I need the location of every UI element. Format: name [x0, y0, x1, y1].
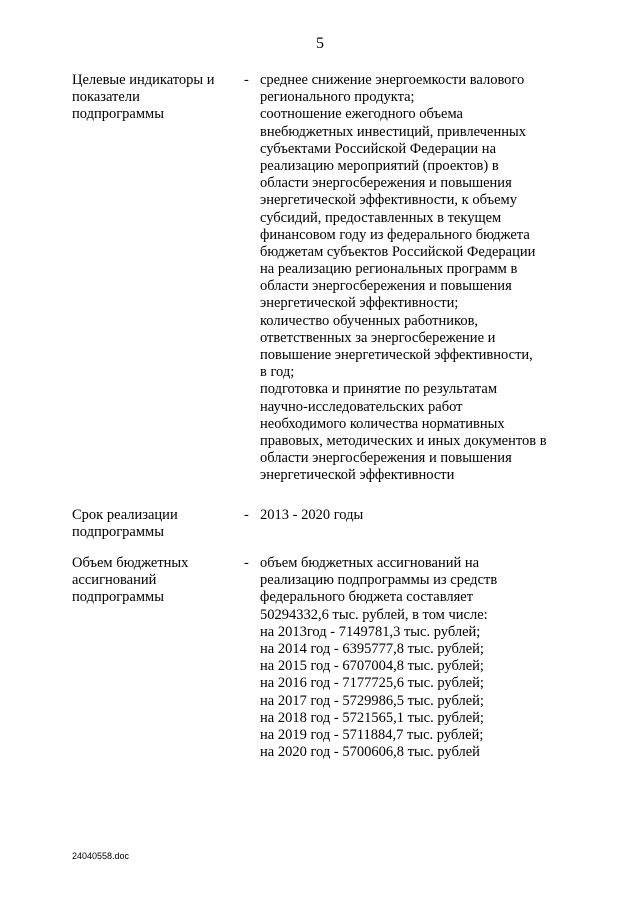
content-line: области энергосбережения и повышения — [260, 278, 512, 295]
content-line: финансовом году из федерального бюджета — [260, 226, 530, 243]
section-dash: - — [244, 555, 249, 571]
content-line: субъектами Российской Федерации на — [260, 140, 497, 157]
content-line: количество обученных работников, — [260, 312, 479, 329]
content-line: на 2016 год - 7177725,6 тыс. рублей; — [260, 675, 484, 692]
content-line: регионального продукта; — [260, 89, 415, 106]
section-content — [260, 507, 580, 524]
content-line: в год; — [260, 364, 295, 381]
content-line: соотношение ежегодного объема — [260, 106, 463, 123]
content-line: бюджетам субъектов Российской Федерации — [260, 243, 536, 260]
content-line: на 2015 год - 6707004,8 тыс. рублей; — [260, 658, 484, 675]
content-line: ответственных за энергосбережение и — [260, 329, 496, 346]
label-line: ассигнований — [72, 572, 157, 589]
content-line: среднее снижение энергоемкости валового — [260, 72, 525, 88]
content-line: на 2017 год - 5729986,5 тыс. рублей; — [260, 692, 484, 709]
content-line: реализацию подпрограммы из средств — [260, 572, 498, 589]
content-line: подготовка и принятие по результатам — [260, 381, 498, 398]
section-label — [72, 72, 232, 124]
content-line: реализацию мероприятий (проектов) в — [260, 157, 499, 174]
label-line: подпрограммы — [72, 106, 164, 123]
section-label — [72, 555, 232, 607]
section-content — [260, 555, 580, 761]
content-line: повышение энергетической эффективности, — [260, 347, 533, 363]
label-line: подпрограммы — [72, 589, 164, 606]
content-line: на реализацию региональных программ в — [260, 261, 518, 278]
content-line: энергетической эффективности, к объему — [260, 192, 517, 209]
label-line: Целевые индикаторы и — [72, 72, 215, 88]
content-line: необходимого количества нормативных — [260, 415, 505, 432]
content-line: на 2019 год - 5711884,7 тыс. рублей; — [260, 726, 484, 743]
footer-filename: 24040558.doc — [72, 851, 130, 861]
section-dash: - — [244, 507, 249, 523]
content-line: правовых, методических и иных документов в — [260, 432, 547, 449]
page-number: 5 — [316, 35, 324, 52]
content-line: объем бюджетных ассигнований на — [260, 555, 480, 571]
content-line: области энергосбережения и повышения — [260, 450, 512, 467]
section-dash: - — [244, 72, 249, 88]
content-line: на 2020 год - 5700606,8 тыс. рублей — [260, 744, 480, 761]
content-line: энергетической эффективности; — [260, 295, 459, 312]
label-line: Объем бюджетных — [72, 555, 189, 571]
content-line: 2013 - 2020 годы — [260, 507, 364, 523]
content-line: на 2014 год - 6395777,8 тыс. рублей; — [260, 640, 484, 657]
content-line: субсидий, предоставленных в текущем — [260, 209, 502, 226]
content-line: энергетической эффективности — [260, 467, 455, 484]
content-line: федерального бюджета составляет — [260, 589, 474, 606]
content-line: 50294332,6 тыс. рублей, в том числе: — [260, 606, 488, 623]
label-line: подпрограммы — [72, 524, 164, 541]
content-line: внебюджетных инвестиций, привлеченных — [260, 123, 526, 140]
label-line: показатели — [72, 89, 140, 106]
content-line: научно-исследовательских работ — [260, 398, 463, 415]
content-line: области энергосбережения и повышения — [260, 175, 512, 192]
content-line: на 2013год - 7149781,3 тыс. рублей; — [260, 623, 481, 640]
section-content — [260, 72, 580, 485]
section-label — [72, 507, 232, 541]
content-line: на 2018 год - 5721565,1 тыс. рублей; — [260, 709, 484, 726]
label-line: Срок реализации — [72, 507, 178, 523]
